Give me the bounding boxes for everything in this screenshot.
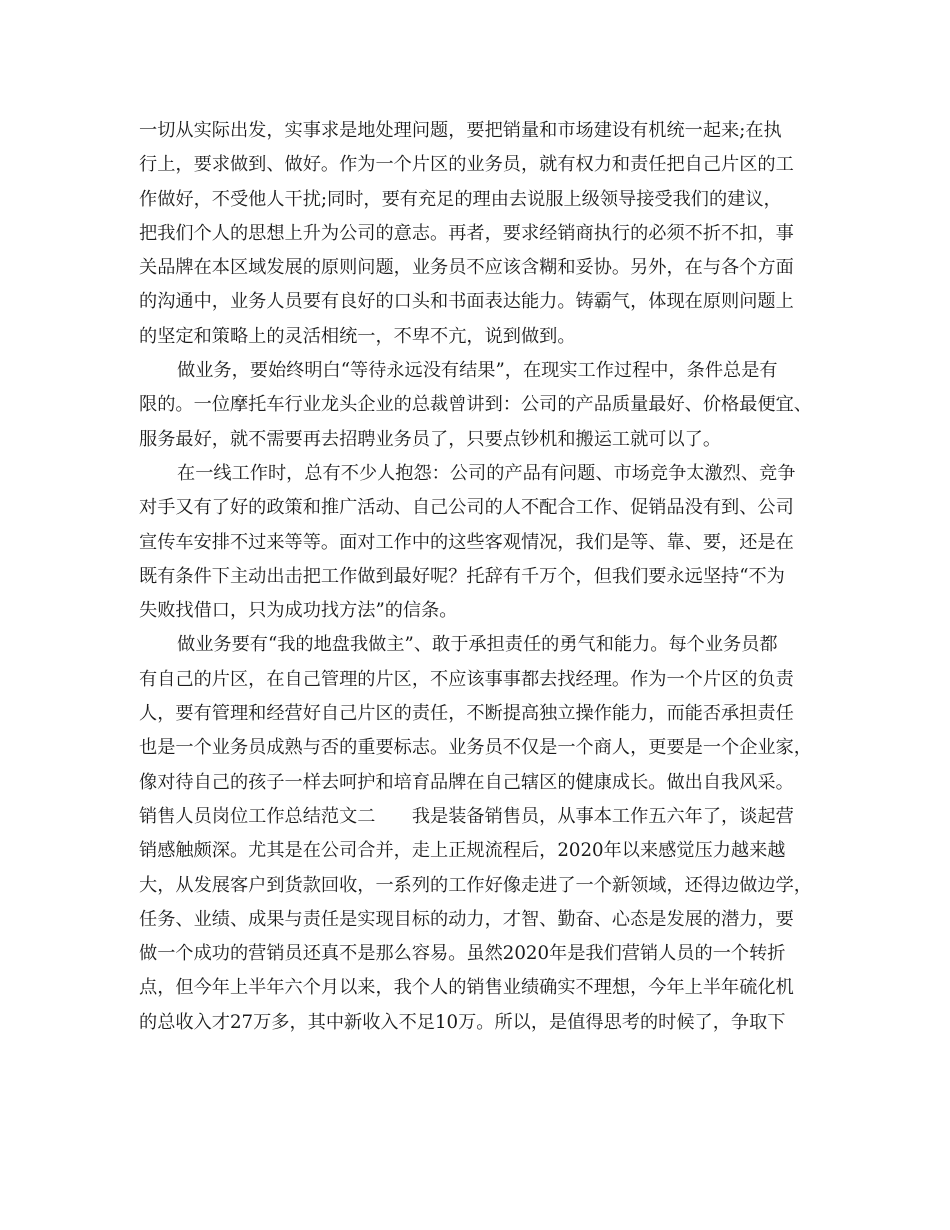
body-text: [139, 114, 829, 1040]
paragraph-first-line: 在一线工作时，总有不少人抱怨：公司的产品有问题、市场竞争太激烈、竞争: [177, 462, 796, 484]
text-line: 服务最好，就不需要再去招聘业务员了，只要点钞机和搬运工就可以了。: [139, 428, 722, 450]
text-line: 大，从发展客户到货款回收，一系列的工作好像走进了一个新领域，还得边做边学，: [139, 874, 812, 896]
text-line: 任务、业绩、成果与责任是实现目标的动力，才智、勤奋、心态是发展的潜力，要: [139, 908, 794, 930]
text-line: 关品牌在本区域发展的原则问题，业务员不应该含糊和妥协。另外，在与各个方面: [139, 257, 794, 279]
text-line: 宣传车安排不过来等等。面对工作中的这些客观情况，我们是等、靠、要，还是在: [139, 531, 794, 553]
text-line: 销感触颇深。尤其是在公司合并，走上正规流程后，2020年以来感觉压力越来越: [139, 840, 786, 862]
text-line: 作做好，不受他人干扰;同时，要有充足的理由去说服上级领导接受我们的建议，: [139, 188, 782, 210]
text-line: 对手又有了好的政策和推广活动、自己公司的人不配合工作、促销品没有到、公司: [139, 497, 794, 519]
text-line: 人，要有管理和经营好自己片区的责任，不断提高独立操作能力，而能否承担责任: [139, 703, 794, 725]
text-line: 行上，要求做到、做好。作为一个片区的业务员，就有权力和责任把自己片区的工: [139, 154, 794, 176]
text-line: 的沟通中，业务人员要有良好的口头和书面表达能力。铸霸气，体现在原则问题上: [139, 291, 794, 313]
text-line: 把我们个人的思想上升为公司的意志。再者，要求经销商执行的必须不折不扣，事: [139, 222, 794, 244]
text-line: 销售人员岗位工作总结范文二 我是装备销售员，从事本工作五六年了，谈起营: [139, 805, 794, 827]
text-line: 一切从实际出发，实事求是地处理问题，要把销量和市场建设有机统一起来;在执: [139, 120, 782, 141]
text-line: 的总收入才27万多，其中新收入不足10万。所以，是值得思考的时候了，争取下: [139, 1011, 786, 1033]
text-line: 的坚定和策略上的灵活相统一，不卑不亢，说到做到。: [139, 325, 576, 347]
text-line: 也是一个业务员成熟与否的重要标志。业务员不仅是一个商人，更要是一个企业家，: [139, 737, 812, 759]
paragraph-first-line: 做业务，要始终明白“等待永远没有结果”，在现实工作过程中，条件总是有: [177, 360, 778, 382]
text-line: 点，但今年上半年六个月以来，我个人的销售业绩确实不理想，今年上半年硫化机: [139, 977, 794, 999]
paragraph-first-line: 做业务要有“我的地盘我做主”、敢于承担责任的勇气和能力。每个业务员都: [177, 634, 778, 656]
text-line: 失败找借口，只为成功找方法”的信条。: [139, 600, 458, 622]
text-line: 限的。一位摩托车行业龙头企业的总裁曾讲到：公司的产品质量最好、价格最便宜、: [139, 394, 812, 416]
text-line: 有自己的片区，在自己管理的片区，不应该事事都去找经理。作为一个片区的负责: [139, 668, 794, 690]
text-line: 做一个成功的营销员还真不是那么容易。虽然2020年是我们营销人员的一个转折: [139, 943, 786, 965]
text-line: 像对待自己的孩子一样去呵护和培育品牌在自己辖区的健康成长。做出自我风采。: [139, 771, 794, 793]
text-line: 既有条件下主动出击把工作做到最好呢？托辞有千万个，但我们要永远坚持“不为: [139, 565, 785, 587]
